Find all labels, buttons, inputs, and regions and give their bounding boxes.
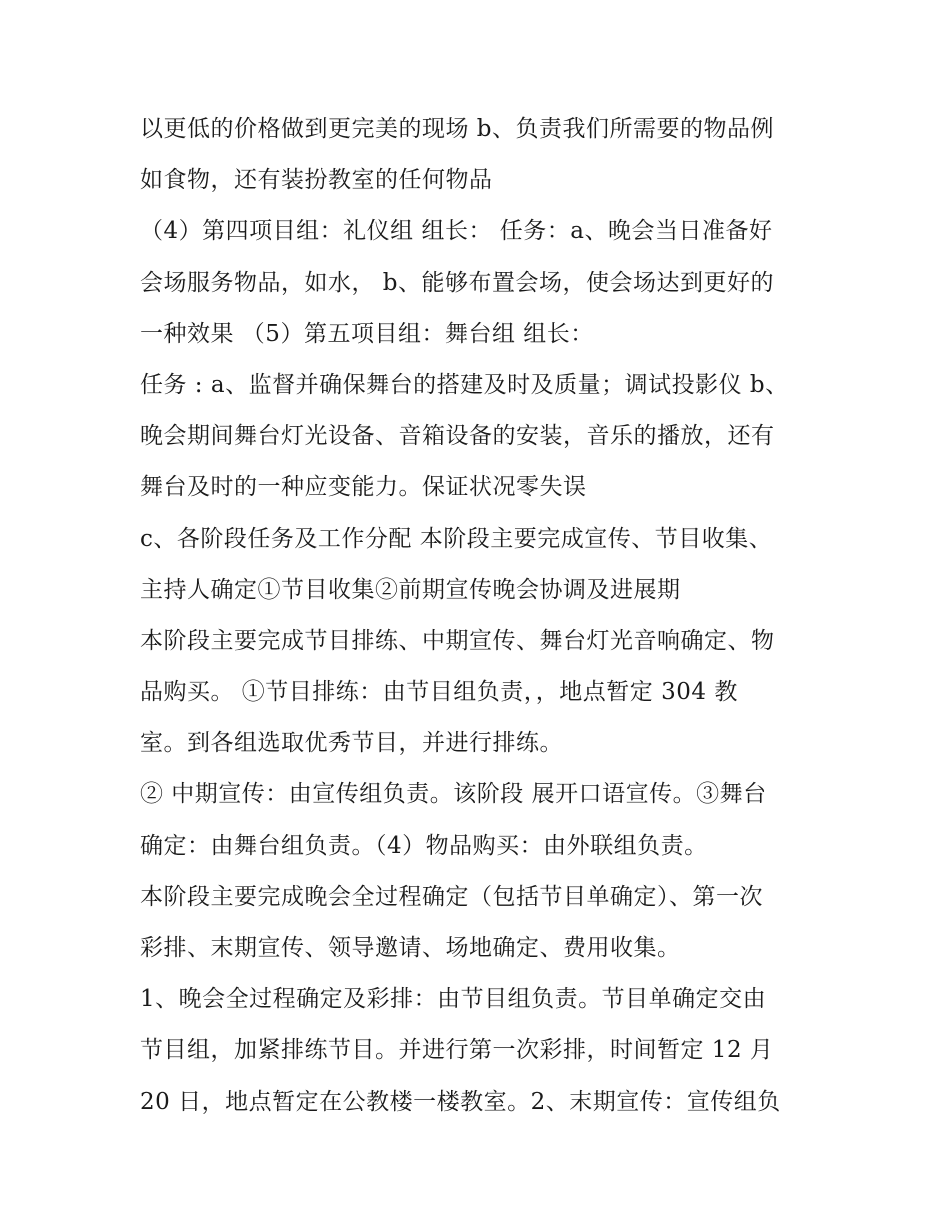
text-line-8: 舞台及时的一种应变能力。保证状况零失误 [140, 474, 587, 501]
text-line-2: 如食物，还有装扮教室的任何物品 [140, 167, 493, 194]
text-line-20: 20 日，地点暂定在公教楼一楼教室。2、末期宣传：宣传组负 [140, 1088, 781, 1115]
text-line-1: 以更低的价格做到更完美的现场 b、负责我们所需要的物品例 [140, 116, 775, 142]
text-line-5: 一种效果 （5）第五项目组：舞台组 组长： [140, 320, 594, 347]
text-line-9: c、各阶段任务及工作分配 本阶段主要完成宣传、节目收集、 [140, 525, 773, 552]
text-line-11: 本阶段主要完成节目排练、中期宣传、舞台灯光音响确定、物 [140, 627, 775, 654]
text-line-12: 品购买。 ①节目排练：由节目组负责，，地点暂定 304 教 [140, 679, 738, 706]
text-line-10: 主持人确定①节目收集②前期宣传晚会协调及进展期 [140, 576, 681, 603]
text-line-13: 室。到各组选取优秀节目，并进行排练。 [140, 730, 563, 757]
text-line-16: 本阶段主要完成晚会全过程确定（包括节目单确定）、第一次 [140, 883, 763, 910]
text-line-7: 晚会期间舞台灯光设备、音箱设备的安装，音乐的播放，还有 [140, 423, 775, 450]
text-line-19: 节目组，加紧排练节目。并进行第一次彩排，时间暂定 12 月 [140, 1037, 774, 1064]
text-line-18: 1、晚会全过程确定及彩排：由节目组负责。节目单确定交由 [140, 986, 767, 1013]
text-line-4: 会场服务物品，如水， b、能够布置会场，使会场达到更好的 [140, 269, 775, 296]
document-body [140, 104, 820, 1128]
text-line-17: 彩排、末期宣传、领导邀请、场地确定、费用收集。 [140, 935, 681, 961]
text-line-14: ② 中期宣传：由宣传组负责。该阶段 展开口语宣传。③舞台 [140, 781, 767, 808]
text-line-6: 任务 : a、监督并确保舞台的搭建及时及质量；调试投影仪 b、 [140, 371, 789, 398]
text-line-15: 确定：由舞台组负责。（4）物品购买：由外联组负责。 [140, 832, 708, 859]
text-line-3: （4）第四项目组：礼仪组 组长： 任务：a、晚会当日准备好 [140, 218, 773, 245]
